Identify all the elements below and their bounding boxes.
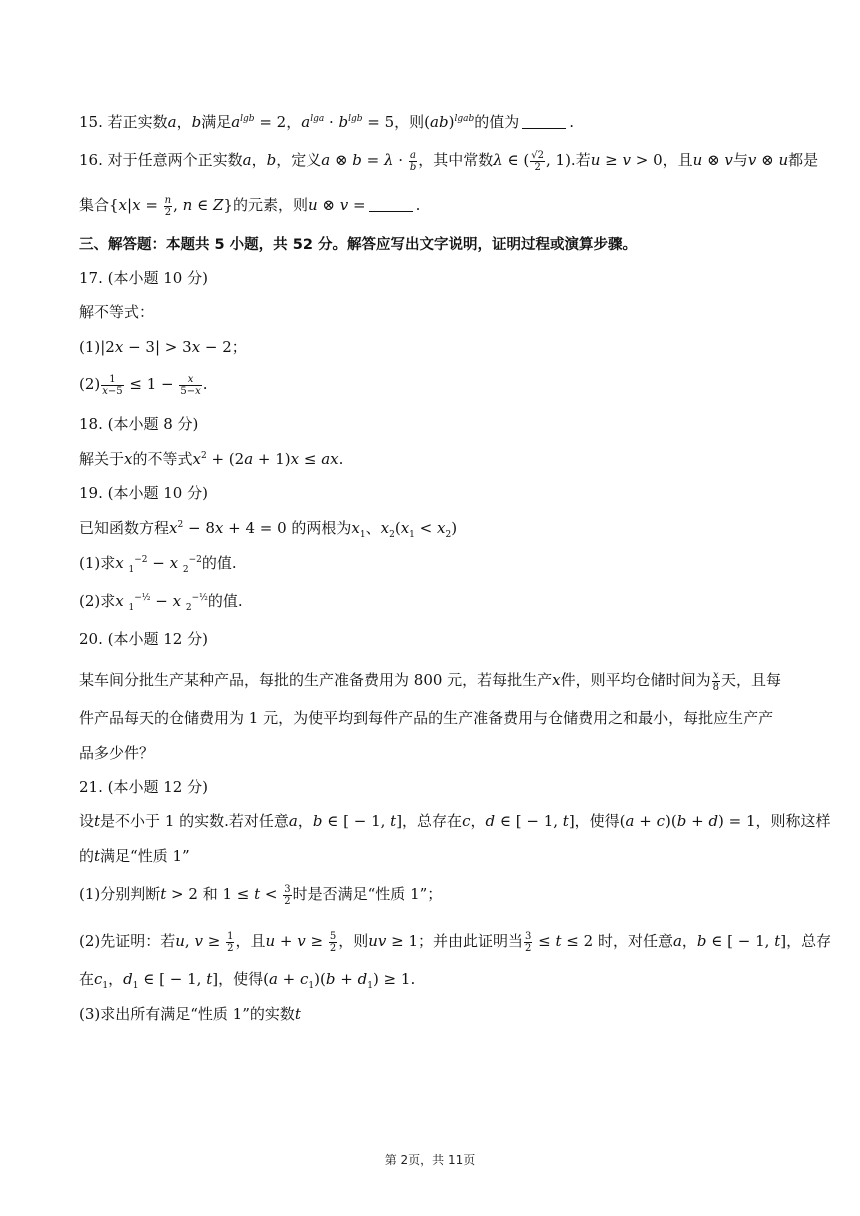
- page-footer: 第 2页，共 11页: [384, 1153, 476, 1167]
- question-18-body: 解关于x的不等式$x^2 + (2a + 1)x$ ≤ ax.: [79, 450, 344, 468]
- question-20-header: 20. (本小题 12 分): [79, 630, 208, 648]
- question-21-line2: 的t满足“性质 1”: [79, 847, 190, 865]
- question-21-header: 21. (本小题 12 分): [79, 778, 208, 796]
- question-17-part2: (2) $\frac{1}{x-5}$ ≤ 1 − $\frac{x}{5-x}$ .: [79, 373, 208, 397]
- question-19-part2: (2)求x $_1^{-\frac{1}{2}}$ − x $_2^{-\frac{1}{2}}$的值.: [79, 592, 243, 613]
- question-15: 15. 若正实数a，b满足$a^{lgb} = 2$，$a^{lga} \cdot b^{lgb} = 5$，则(ab)$^{lgab}$的值为 .: [79, 113, 575, 131]
- question-21-part1: (1)分别判断t > 2 和 1 ≤ t < $\frac{3}{2}$ 时是否满足“性质 1”；: [79, 883, 443, 907]
- question-21-part2-line2: 在$c_1$，$d_1$ ∈ [ − 1, t]，使得$(a + c_1)(b + d_1) \ge 1$.: [79, 970, 416, 991]
- question-17-header: 17. (本小题 10 分): [79, 269, 208, 287]
- question-16-line2: 集合{x|x = $\frac{n}{2}$ , n ∈ Z}的元素，则u ⊗ v = .: [79, 194, 421, 218]
- question-21-part2-line1: (2)先证明：若u, v ≥ $\frac{1}{2}$ ，且u + v ≥ $\frac{5}{2}$ ，则uv ≥ 1；并由此证明当 $\frac{3}{2}$ ≤ t ≤ 2 时，对任意a，b ∈ [ − 1, t]，总存: [79, 930, 832, 954]
- question-19-part1: (1)求x $_1^{-2}$ − x $_2^{-2}$的值.: [79, 554, 237, 575]
- answer-blank: [522, 114, 566, 129]
- question-21-part3: (3)求出所有满足“性质 1”的实数t: [79, 1005, 301, 1023]
- question-18-header: 18. (本小题 8 分): [79, 415, 199, 433]
- question-19-header: 19. (本小题 10 分): [79, 484, 208, 502]
- question-16-line1: 16. 对于任意两个正实数a，b，定义a ⊗ b = λ · $\frac{a}{b}$ ，其中常数λ ∈ ( $\frac{√2}{2}$ , 1).若u ≥ v > 0，且u ⊗ v与v ⊗ u都是: [79, 149, 819, 173]
- question-20-line2: 件产品每天的仓储费用为 1 元，为使平均到每件产品的生产准备费用与仓储费用之和最小，每批应生产产: [79, 709, 774, 727]
- question-20-line3: 品多少件？: [79, 744, 155, 762]
- section-3-heading: 三、解答题：本题共 5 小题，共 52 分。解答应写出文字说明，证明过程或演算步骤。: [79, 237, 637, 253]
- answer-blank: [369, 197, 413, 212]
- question-21-line1: 设t是不小于 1 的实数.若对任意a，b ∈ [ − 1, t]，总存在c，d ∈ [ − 1, t]，使得(a + c)(b + d) = 1，则称这样: [79, 812, 831, 830]
- question-19-body: 已知函数方程$x^2 - 8x + 4 = 0$ 的两根为$x_1$、$x_2(x_1 < x_2)$: [79, 519, 458, 540]
- question-17-part1: (1)|2x − 3| > 3x − 2；: [79, 338, 247, 356]
- question-17-intro: 解不等式：: [79, 303, 155, 321]
- question-20-line1: 某车间分批生产某种产品，每批的生产准备费用为 800 元，若每批生产x件，则平均仓储时间为 $\frac{x}{8}$ 天，且每: [79, 669, 782, 693]
